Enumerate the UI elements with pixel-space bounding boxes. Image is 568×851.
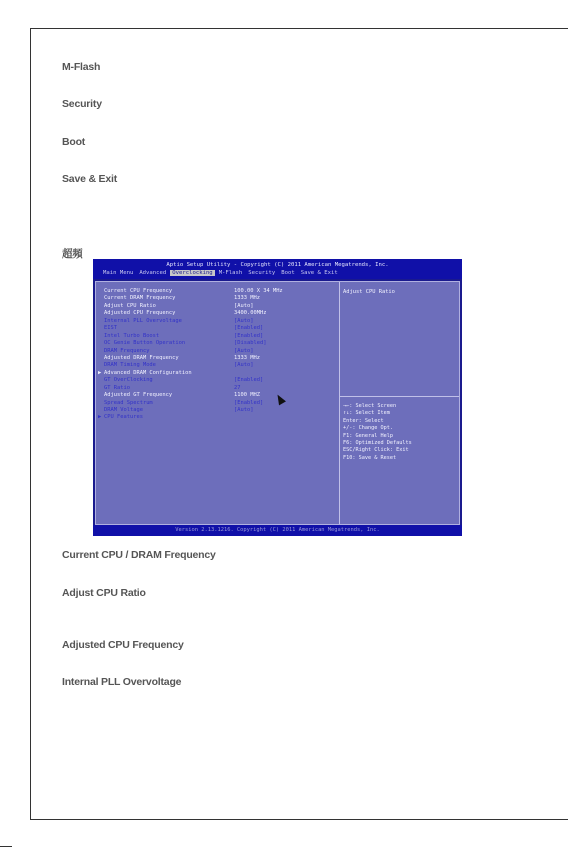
bios-setting-label: Adjusted DRAM Frequency [104, 354, 179, 361]
bios-header [93, 259, 462, 279]
bios-key-hint: F10: Save & Reset [343, 454, 397, 461]
bios-tab-bar [101, 270, 342, 276]
bios-setting-row[interactable] [100, 288, 338, 295]
bios-tab[interactable]: Save & Exit [300, 270, 338, 276]
bios-key-hint: Enter: Select [343, 417, 384, 424]
heading-overclocking: 超頻 [62, 248, 83, 260]
bios-divider [339, 282, 340, 524]
bios-setting-row[interactable] [100, 348, 338, 355]
bios-setting-row[interactable] [100, 295, 338, 302]
heading-boot: Boot [62, 136, 86, 148]
bios-setting-label: Adjusted CPU Frequency [104, 310, 176, 317]
heading-cpu-dram-frequency: Current CPU / DRAM Frequency [62, 549, 216, 561]
bios-setting-row[interactable] [100, 303, 338, 310]
bios-setting-row[interactable] [100, 400, 338, 407]
bios-setting-value: [Auto] [234, 407, 254, 413]
bios-setting-label: DRAM Frequency [104, 347, 150, 354]
bios-setting-label: GT OverClocking [104, 377, 153, 384]
heading-internal-pll-overvoltage: Internal PLL Overvoltage [62, 676, 182, 688]
bios-setting-value: [Disabled] [234, 340, 267, 347]
bios-setting-label: Adjust CPU Ratio [104, 302, 156, 309]
bios-footer: Version 2.13.1216. Copyright (C) 2011 American Megatrends, Inc. [93, 525, 462, 536]
bios-setting-row[interactable] [100, 310, 338, 317]
bios-tab[interactable]: Overclocking [172, 270, 213, 276]
bios-setting-row[interactable] [100, 318, 338, 325]
bios-key-hint: +/-: Change Opt. [343, 425, 393, 432]
bios-setting-label: EIST [104, 325, 117, 332]
bios-key-hint: F1: General Help [343, 432, 393, 439]
bios-setting-label: Advanced DRAM Configuration [104, 369, 192, 376]
bios-help-title: Adjust CPU Ratio [343, 289, 395, 295]
bios-setting-value: [Enabled] [234, 332, 264, 339]
bios-tab[interactable]: Boot [281, 270, 295, 276]
bios-setting-label: DRAM Timing Mode [104, 362, 156, 369]
bios-setting-value: [Enabled] [234, 399, 264, 406]
bios-setting-label: OC Genie Button Operation [104, 340, 186, 347]
bios-setting-value: 27 [234, 384, 241, 391]
bios-setting-label: GT Ratio [104, 384, 130, 391]
bios-setting-row[interactable] [100, 385, 338, 392]
submenu-arrow-icon: ▶ [98, 369, 102, 376]
heading-mflash: M-Flash [62, 61, 101, 73]
bios-setting-label: Adjusted GT Frequency [104, 392, 173, 399]
bios-setting-row[interactable] [100, 333, 338, 340]
heading-save-exit: Save & Exit [62, 173, 117, 185]
bios-setting-label: DRAM Voltage [104, 407, 143, 413]
bios-tab[interactable]: Advanced [139, 270, 167, 276]
bios-setting-label: Intel Turbo Boost [104, 332, 160, 339]
bios-key-legend [343, 403, 412, 462]
bios-help-divider [340, 396, 459, 397]
bios-title: Aptio Setup Utility - Copyright (C) 2011 American Megatrends, Inc. [166, 262, 389, 268]
bios-setting-value: [Enabled] [234, 377, 264, 384]
bios-key-hint: →←: Select Screen [343, 403, 397, 409]
bios-key-hint: F6: Optimized Defaults [343, 439, 412, 446]
bios-setting-row[interactable] [100, 414, 338, 421]
bios-setting-value: [Auto] [234, 362, 254, 369]
bios-setting-row[interactable] [100, 370, 338, 377]
bios-setting-label: CPU Features [104, 414, 143, 421]
bios-setting-value: [Auto] [234, 302, 254, 309]
bios-setting-value: 3400.00MHz [234, 310, 267, 317]
bios-key-hint: ↑↓: Select Item [343, 410, 390, 417]
bios-setting-value: 1333 MHz [234, 354, 260, 361]
bios-setting-row[interactable] [100, 340, 338, 347]
bios-setting-label: Spread Spectrum [104, 399, 153, 406]
bios-setting-label: Current CPU Frequency [104, 288, 173, 294]
bios-setting-value: 1100 MHZ [234, 392, 260, 399]
bios-tab[interactable]: M-Flash [218, 270, 243, 276]
bios-setting-value: 100.00 X 34 MHz [234, 288, 283, 294]
bios-setting-label: Internal PLL Overvoltage [104, 317, 182, 324]
bios-setting-row[interactable] [100, 377, 338, 384]
bios-setting-value: 1333 MHz [234, 295, 260, 302]
bios-settings-list [100, 288, 338, 422]
bios-tab[interactable]: Security [248, 270, 276, 276]
bios-setting-row[interactable] [100, 325, 338, 332]
bios-setting-label: Current DRAM Frequency [104, 295, 176, 302]
page-edge-mark [0, 846, 12, 847]
bios-tab[interactable]: Main Menu [103, 270, 134, 276]
heading-adjusted-cpu-frequency: Adjusted CPU Frequency [62, 639, 184, 651]
bios-setting-row[interactable] [100, 407, 338, 414]
heading-security: Security [62, 98, 102, 110]
bios-setting-value: [Auto] [234, 317, 254, 324]
heading-adjust-cpu-ratio: Adjust CPU Ratio [62, 587, 146, 599]
bios-setting-row[interactable] [100, 355, 338, 362]
bios-key-hint: ESC/Right Click: Exit [343, 447, 409, 454]
bios-setting-value: [Auto] [234, 347, 254, 354]
bios-setting-value: [Enabled] [234, 325, 264, 332]
bios-setting-row[interactable] [100, 392, 338, 399]
submenu-arrow-icon: ▶ [98, 414, 102, 421]
bios-setting-row[interactable] [100, 362, 338, 369]
